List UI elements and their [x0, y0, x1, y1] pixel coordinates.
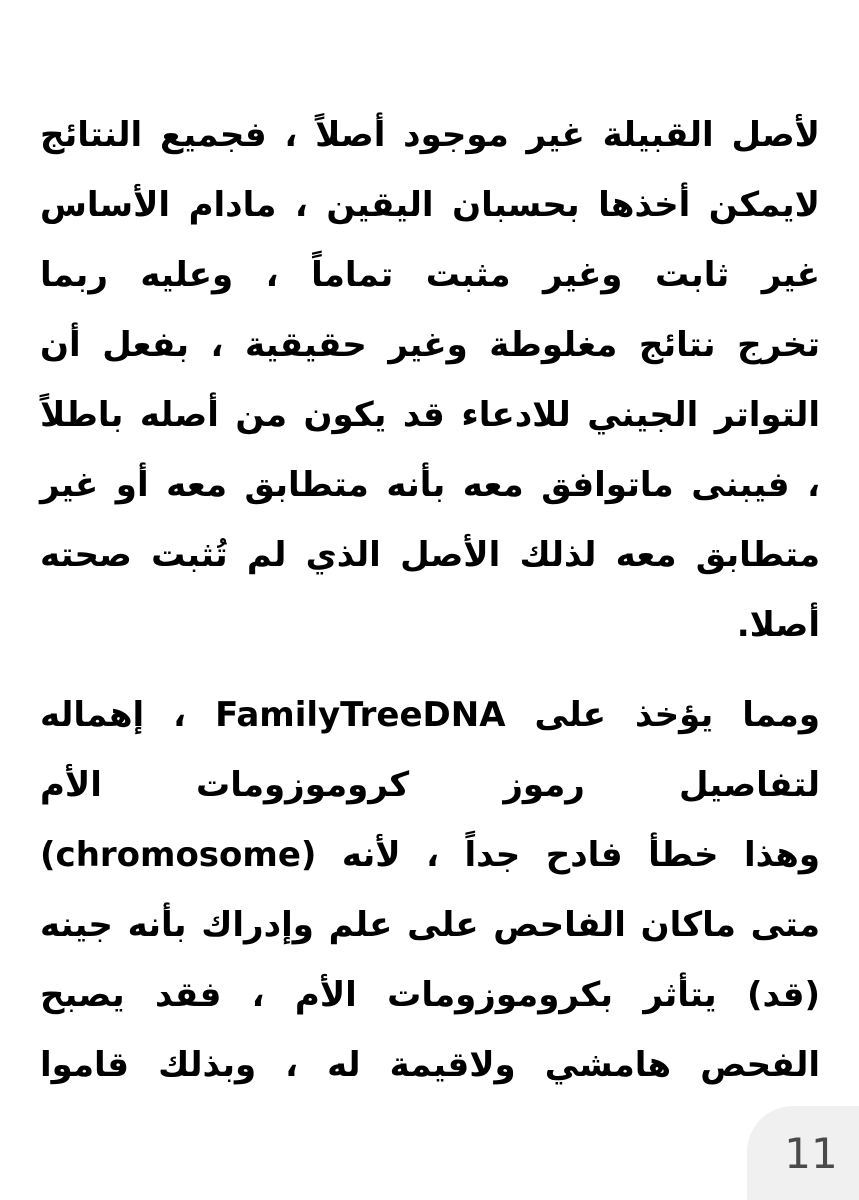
text-line: لتفاصيل رموز كروموزومات الأم — [40, 765, 820, 805]
page-number-badge — [747, 1106, 859, 1200]
text-line: متطابق معه لذلك الأصل الذي لم تُثبت صحته — [40, 535, 820, 575]
text-line: تخرج نتائج مغلوطة وغير حقيقية ، بفعل أن — [40, 325, 820, 365]
text-line: ، فيبنى ماتوافق معه بأنه متطابق معه أو غير — [40, 465, 820, 505]
text-line: متى ماكان الفاحص على علم وإدراك بأنه جينه — [40, 905, 820, 945]
page-number: 11 — [784, 1128, 838, 1178]
text-line: لأصل القبيلة غير موجود أصلاً ، فجميع النتائج — [40, 115, 820, 155]
text-line: لايمكن أخذها بحسبان اليقين ، مادام الأساس — [40, 185, 820, 225]
paragraph-spacer — [40, 660, 820, 680]
text-column — [40, 100, 820, 1100]
text-line: (chromosome) وهذا خطأ فادح جداً ، لأنه — [40, 835, 820, 875]
text-line: ومما يؤخذ على FamilyTreeDNA ، إهماله — [40, 695, 820, 735]
text-line: التواتر الجيني للادعاء قد يكون من أصله باطلاً — [40, 395, 820, 435]
paragraph-1 — [40, 100, 820, 660]
text-line: (قد) يتأثر بكروموزومات الأم ، فقد يصبح — [40, 975, 820, 1015]
text-line: غير ثابت وغير مثبت تماماً ، وعليه ربما — [40, 255, 820, 295]
text-line: الفحص هامشي ولاقيمة له ، وبذلك قاموا — [40, 1045, 820, 1085]
paragraph-2 — [40, 680, 820, 1100]
text-line: أصلا. — [736, 605, 820, 645]
